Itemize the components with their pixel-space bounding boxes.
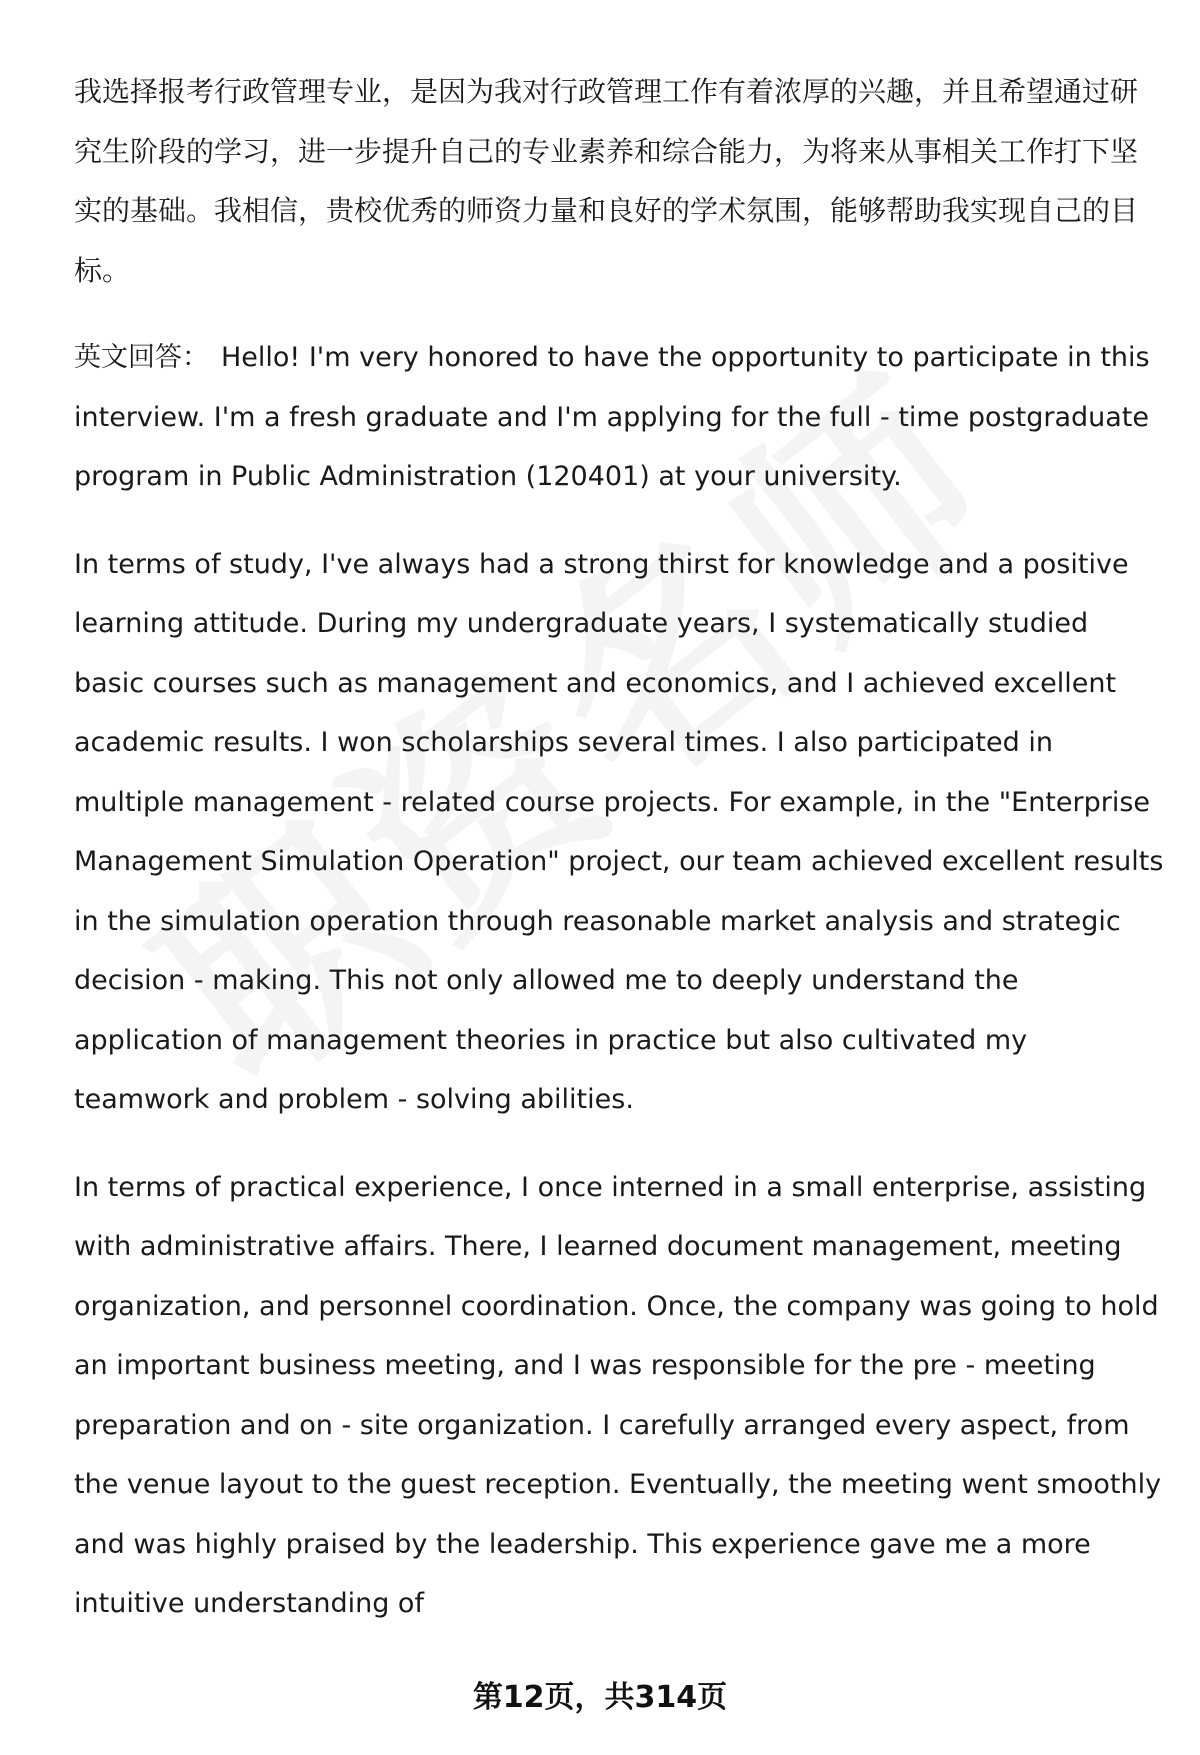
- english-intro-text: Hello! I'm very honored to have the opportunity to participate in this interview. I'm a fresh graduate and I'm applying for the full - time postgraduate program in Public Administration (120401) at your university.: [74, 342, 1150, 492]
- paragraph-study: In terms of study, I've always had a strong thirst for knowledge and a positive learning attitude. During my undergraduate years, I systematically studied basic courses such as management and economics, and I achieved excellent academic results. I won scholarships several times. I also participated in multiple management - related course projects. For example, in the "Enterprise Management Simulation Operation" project, our team achieved excellent results in the simulation operation through reasonable market analysis and strategic decision - making. This not only allowed me to deeply understand the application of management theories in practice but also cultivated my teamwork and problem - solving abilities.: [74, 548, 1164, 1115]
- page-content: [74, 62, 1164, 1662]
- paragraph-english-intro: [74, 328, 1164, 507]
- english-answer-label: 英文回答：: [74, 342, 209, 373]
- page-number: 第12页，共314页: [472, 1680, 728, 1715]
- paragraph-practical-experience: In terms of practical experience, I once interned in a small enterprise, assisting with administrative affairs. There, I learned document management, meeting organization, and personnel coordination. Once, the company was going to hold an important business meeting, and I was responsible for the pre - meeting preparation and on - site organization. I carefully arranged every aspect, from the venue layout to the guest reception. Eventually, the meeting went smoothly and was highly praised by the leadership. This experience gave me a more intuitive understanding of: [74, 1171, 1162, 1619]
- paragraph-chinese-answer: 我选择报考行政管理专业，是因为我对行政管理工作有着浓厚的兴趣，并且希望通过研究生阶段的学习，进一步提升自己的专业素养和综合能力，为将来从事相关工作打下坚实的基础。我相信，贵校优秀的师资力量和良好的学术氛围，能够帮助我实现自己的目标。: [74, 75, 1139, 287]
